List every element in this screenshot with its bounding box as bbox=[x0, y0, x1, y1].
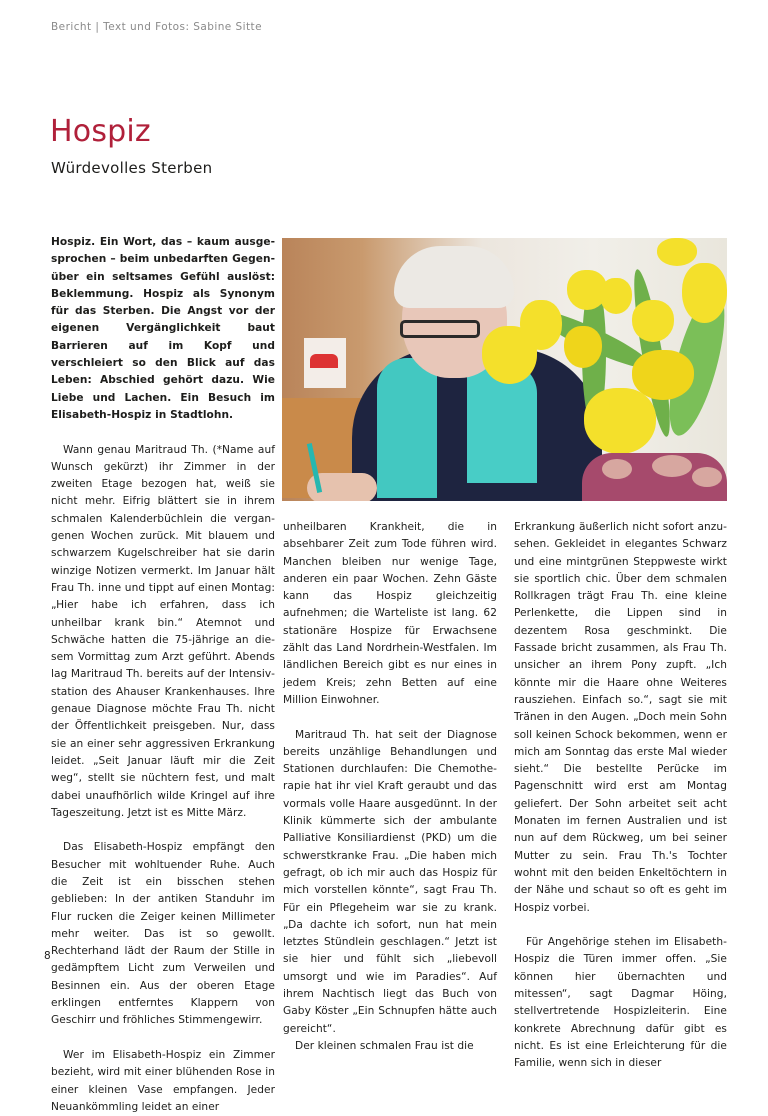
body-paragraph: Maritraud Th. hat seit der Diagnose bereits unzählige Behandlungen und Stationen durchlaufen: Die Chemotherapie hat ihr viel Kraft geraubt und das vormals volle Haare ausgedünnt. In der Klinik kümmerte sich der ambulante Palliative Konsiliardienst (PKD) um die schwerstkranke Frau. „Die haben mich gefragt, ob ich mir auch das Hospiz für mich vorstellen könnte“, sagt Frau Th. Für ein Pflegeheim war sie zu krank. „Da dachte ich sofort, nun hat mein letztes Stündlein geschlagen.“ Jetzt ist sie hier und fühlt sich „liebevoll umsorgt und wie im Paradies“. Auf ihrem Nachtisch liegt das Buch von Gaby Köster „Ein Schnupfen hätte auch gereicht“. bbox=[283, 728, 497, 1035]
body-paragraph: Erkrankung äußerlich nicht sofort anzusehen. Gekleidet in elegantes Schwarz und eine mintgrünen Steppweste wirkt sie sportlich chic. Über dem schmalen Rollkragen trägt Frau Th. eine kleine Perlenkette, die Lippen sind in dezentem Rosa geschminkt. Die Fassade bricht zusammen, als Frau Th. unsicher an ihrem Pony zupft. „Ich könnte mir die Haare ohne Weiteres rausziehen. Einfach so.“, sagt sie mit Tränen in den Augen. „Doch mein Sohn soll keinen Schock bekommen, wenn er mich am Sonntag das erste Mal wieder sieht.“ Die bestellte Perücke im Pagenschnitt wird erst am Montag geliefert. Der Sohn arbeitet seit acht Monaten im fernen Australien und ist nun auf dem Rückweg, um bei seiner Mutter zu sein. Frau Th.'s Tochter wohnt mit den beiden Enkeltöchtern in der Nähe und schaut so oft es geht im Hospiz vorbei. bbox=[514, 521, 727, 914]
photo-card bbox=[304, 338, 346, 388]
photo-vest-left bbox=[377, 358, 437, 498]
article-subtitle: Würdevolles Sterben bbox=[51, 159, 213, 177]
photo-dried-bouquet bbox=[582, 453, 727, 501]
photo-tulip bbox=[682, 263, 727, 323]
photo-tulip bbox=[600, 278, 632, 314]
body-paragraph: unheilbaren Krankheit, die in absehbarer Zeit zum Tode führen wird. Manchen bleiben nur wenige Tage, anderen ein paar Wochen. Zehn Gäste kann das Hospiz gleichzeitig aufnehmen; die Warteliste ist lang. 62 stationäre Hospize für Erwachsene zählt das Land Nordrhein-Westfalen. Im ländlichen Bereich gibt es nur eines in jedem Kreis; zehn Betten auf eine Million Einwohner. bbox=[283, 521, 497, 706]
column-1 bbox=[51, 234, 275, 1116]
photo-tulip bbox=[632, 300, 674, 342]
body-paragraph: Der kleinen schmalen Frau ist die bbox=[295, 1039, 474, 1052]
photo-person-hair bbox=[394, 246, 514, 308]
section-kicker: Bericht | Text und Fotos: Sabine Sitte bbox=[51, 21, 263, 33]
column-3 bbox=[514, 519, 727, 1073]
page-number: 8 bbox=[44, 950, 51, 962]
photo-tulip bbox=[657, 238, 697, 266]
article-photo bbox=[282, 238, 727, 501]
body-paragraph: Für Angehörige stehen im Elisabeth-Hospiz die Türen immer offen. „Sie können hier übernachten und mitessen“, sagt Dagmar Höing, stellvertretende Hospizleiterin. Eine konkrete Abrechnung dafür gibt es nicht. Es ist eine Erleichterung für die Familie, wenn sich in dieser bbox=[514, 936, 727, 1070]
body-paragraph: Wann genau Maritraud Th. (*Name auf Wunsch gekürzt) ihr Zimmer in der zweiten Etage bezogen hat, weiß sie nicht mehr. Eifrig blättert sie in ihrem schmalen Kalenderbüchlein die vergangenen Wochen zurück. Mit blauem und schwarzem Kugelschreiber hat sie darin winzige Notizen vermerkt. Im Januar hält Frau Th. inne und tippt auf einen Montag: „Hier habe ich erfahren, dass ich unheilbar krank bin.“ Atemnot und Schwäche hatten die 75-jährige an diesem Vormittag zum Arzt geführt. Abends lag Maritraud Th. bereits auf der Intensivstation des Ahauser Krankenhauses. Ihre genaue Diagnose möchte Frau Th. nicht der Öffentlichkeit preisgeben. Nur, dass sie an einer sehr aggressiven Erkrankung leidet. „Seit Januar läuft mir die Zeit weg“, stellt sie nüchtern fest, und malt dabei unaufhörlich wilde Kringel auf ihre Tageszeitung. Jetzt ist es Mitte März. bbox=[51, 443, 275, 819]
body-paragraph: Das Elisabeth-Hospiz empfängt den Besucher mit wohltuender Ruhe. Auch die Zeit ist ein bisschen stehen geblieben: In der antiken Standuhr im Flur rucken die Zeiger keinen Millimeter mehr weiter. Das ist so gewollt. Rechterhand lädt der Raum der Stille in gedämpftem Licht zum Verweilen und Besinnen ein. Aus der oberen Etage erklingen entferntes Klappern von Geschirr und fröhliches Stimmengewirr. bbox=[51, 841, 275, 1027]
column-2 bbox=[283, 519, 497, 1055]
lead-paragraph: Hospiz. Ein Wort, das – kaum ausgesprochen – beim unbedarften Gegenüber ein seltsames Gefühl auslöst: Beklemmung. Hospiz als Synonym für das Sterben. Die Angst vor der eigenen Vergänglichkeit baut Barrieren auf im Kopf und verschleiert so den Blick auf das Leben: Abschied gehört dazu. Wie Liebe und Lachen. Ein Besuch im Elisabeth-Hospiz in Stadtlohn. bbox=[51, 236, 275, 421]
photo-glasses bbox=[400, 320, 480, 338]
article-title: Hospiz bbox=[50, 114, 151, 149]
photo-tulip bbox=[584, 388, 656, 454]
body-paragraph: Wer im Elisabeth-Hospiz ein Zimmer bezieht, wird mit einer blühenden Rose in einer kleinen Vase empfangen. Jeder Neuankömmling leidet an einer bbox=[51, 1048, 275, 1113]
photo-tulip bbox=[520, 300, 562, 350]
photo-tulip bbox=[564, 326, 602, 368]
